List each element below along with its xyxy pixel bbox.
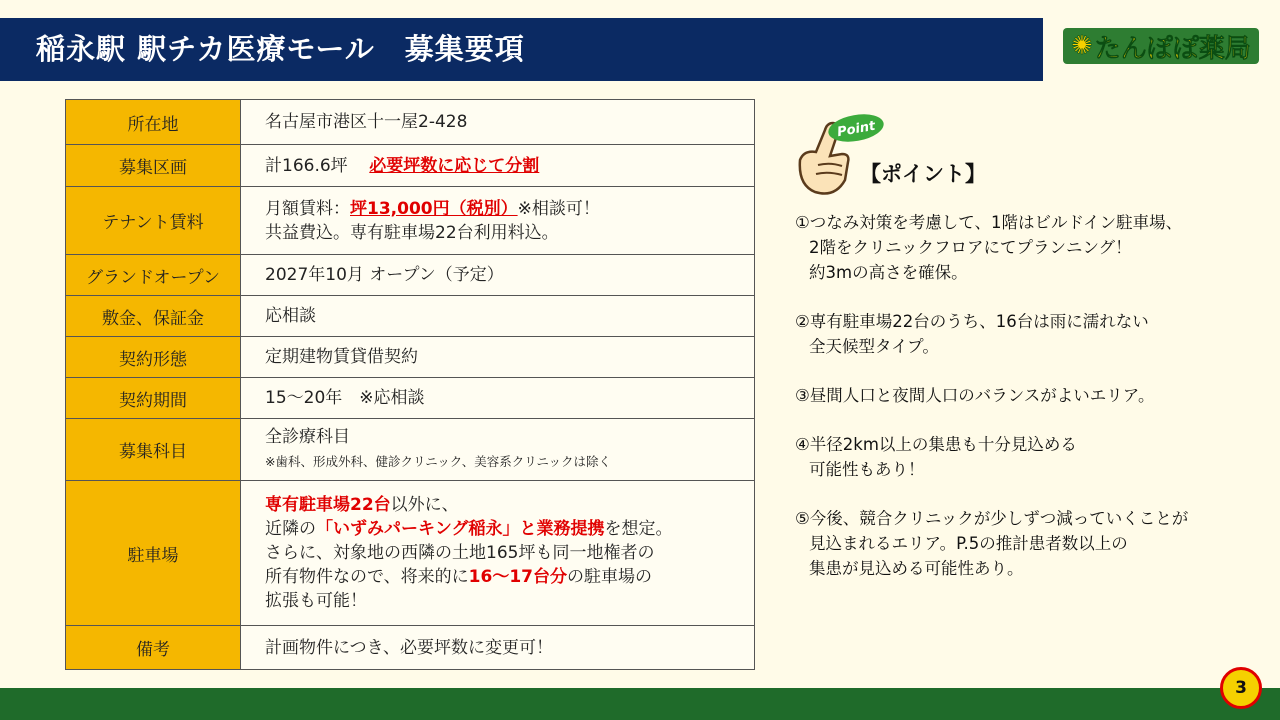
departments-note: ※歯科、形成外科、健診クリニック、美容系クリニックは除く [265, 454, 611, 469]
point-line: 約3mの高さを確保。 [809, 263, 968, 282]
row-label: 募集科目 [66, 419, 241, 481]
row-value: 15～20年 ※応相談 [241, 378, 755, 419]
table-row [66, 145, 755, 187]
row-value [241, 481, 755, 626]
point-line: 見込まれるエリア。P.5の推計患者数以上の [809, 534, 1128, 553]
list-item [795, 506, 1225, 581]
parking-l2-pre: 近隣の [265, 519, 316, 539]
point-line: 集患が見込める可能性あり。 [809, 559, 1024, 578]
row-label: テナント賃料 [66, 187, 241, 255]
parking-l1-rest: 以外に、 [390, 495, 459, 515]
table-row [66, 481, 755, 626]
dandelion-icon: ✺ [1071, 31, 1093, 61]
list-item [795, 383, 1225, 408]
parking-l2-red: 「いずみパーキング稲永」と業務提携 [316, 519, 605, 539]
list-item [795, 432, 1225, 482]
point-line: ①つなみ対策を考慮して、1階はビルドイン駐車場、 [795, 213, 1183, 232]
row-label: 契約期間 [66, 378, 241, 419]
table-row [66, 378, 755, 419]
row-label: 契約形態 [66, 337, 241, 378]
footer-bar [0, 688, 1280, 720]
area-note: 必要坪数に応じて分割 [369, 155, 540, 176]
table-row [66, 419, 755, 481]
row-value [241, 145, 755, 187]
table-row [66, 296, 755, 337]
row-label: 備考 [66, 626, 241, 670]
parking-l3: さらに、対象地の西隣の土地165坪も同一地権者の [265, 543, 655, 563]
row-label: 駐車場 [66, 481, 241, 626]
row-label: グランドオープン [66, 255, 241, 296]
row-value [241, 187, 755, 255]
point-line: 2階をクリニックフロアにてプランニング！ [809, 238, 1132, 257]
row-value [241, 419, 755, 481]
row-value: 定期建物賃貸借契約 [241, 337, 755, 378]
company-logo [1063, 28, 1259, 64]
parking-l5: 拡張も可能！ [265, 591, 367, 611]
row-value: 2027年10月 オープン（予定） [241, 255, 755, 296]
rent-line2: 共益費込。専有駐車場22台利用料込。 [265, 222, 559, 243]
list-item [795, 309, 1225, 359]
point-list [795, 210, 1225, 605]
point-line: ③昼間人口と夜間人口のバランスがよいエリア。 [795, 386, 1155, 405]
parking-l2-rest: を想定。 [604, 519, 673, 539]
point-line: ②専有駐車場22台のうち、16台は雨に濡れない [795, 312, 1149, 331]
logo-text: たんぽぽ薬局 [1094, 33, 1251, 64]
list-item [795, 210, 1225, 285]
parking-l4-red: 16～17台分 [468, 567, 567, 587]
row-value: 計画物件につき、必要坪数に変更可！ [241, 626, 755, 670]
row-value: 名古屋市港区十一屋2-428 [241, 100, 755, 145]
point-line: ④半径2km以上の集患も十分見込める [795, 435, 1077, 454]
point-title: 【ポイント】 [860, 162, 986, 186]
parking-l4-pre: 所有物件なので、将来的に [265, 567, 469, 587]
rent-prefix: 月額賃料： [265, 198, 350, 219]
table-row [66, 337, 755, 378]
row-label: 敷金、保証金 [66, 296, 241, 337]
table-row [66, 187, 755, 255]
area-value: 計166.6坪 [265, 155, 348, 176]
rent-suffix: ※相談可！ [517, 198, 600, 219]
parking-l1-red: 専有駐車場22台 [265, 495, 391, 515]
point-badge: Point [836, 118, 877, 141]
parking-l4-rest: の駐車場の [567, 567, 652, 587]
row-label: 募集区画 [66, 145, 241, 187]
recruitment-table [65, 99, 755, 670]
page-number: 3 [1220, 667, 1262, 709]
table-row [66, 255, 755, 296]
point-line: ⑤今後、競合クリニックが少しずつ減っていくことが [795, 509, 1189, 528]
row-label: 所在地 [66, 100, 241, 145]
page-title: 稲永駅 駅チカ医療モール 募集要項 [0, 18, 1043, 81]
point-line: 可能性もあり！ [809, 460, 925, 479]
point-line: 全天候型タイプ。 [809, 337, 939, 356]
table-row [66, 100, 755, 145]
rent-price: 坪13,000円（税別） [350, 198, 518, 219]
departments-value: 全診療科目 [265, 427, 350, 447]
table-row [66, 626, 755, 670]
row-value: 応相談 [241, 296, 755, 337]
